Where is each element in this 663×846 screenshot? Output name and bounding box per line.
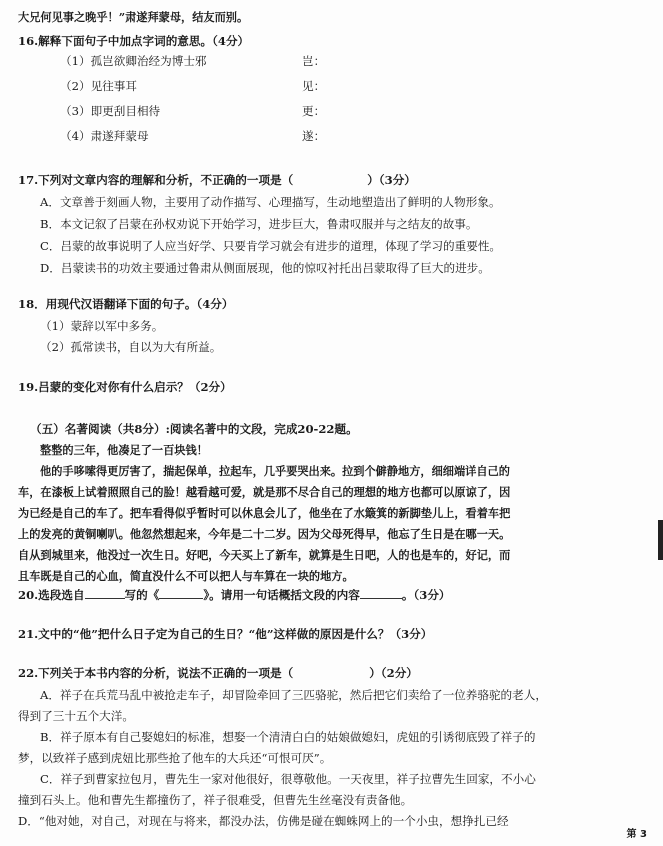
q18-item-2: （2）孤常读书，自以为大有所益。	[40, 340, 222, 354]
q16-item-3: （3）即更刮目相待	[60, 104, 161, 118]
passage-line-2: 他的手哆嗦得更厉害了，揣起保单，拉起车，几乎要哭出来。拉到个僻静地方，细细端详自己的	[40, 464, 510, 478]
q22-stem	[18, 665, 418, 681]
q17-option-b: B．本文记叙了吕蒙在孙权劝说下开始学习，进步巨大，鲁肃叹服并与之结友的故事。	[40, 217, 478, 231]
q20-tail: 。（3分）	[401, 588, 451, 602]
q19-stem: 19.吕蒙的变化对你有什么启示？（2分）	[18, 380, 232, 394]
passage-line-6: 自从到城里来，他没过一次生日。好吧，今天买上了新车，就算是生日吧，人的也是车的，好记，而	[18, 548, 511, 562]
q16-item-2: （2）见往事耳	[60, 79, 137, 93]
q18-item-1: （1）蒙辞以军中多务。	[40, 319, 164, 333]
q20-mid2: 》。请用一句话概括文段的内容	[203, 588, 360, 602]
q17-stem-tail: ）（3分）	[367, 173, 416, 187]
passage-line-5: 上的发亮的黄铜喇叭。他忽然想起来，今年是二十二岁。因为父母死得早，他忘了生日是在哪一天。	[18, 527, 511, 541]
q18-stem: 18．用现代汉语翻译下面的句子。（4分）	[18, 297, 234, 311]
q17-option-a: A．文章善于刻画人物，主要用了动作描写、心理描写，生动地塑造出了鲜明的人物形象。	[40, 195, 501, 209]
q17-stem-text: 17.下列对文章内容的理解和分析，不正确的一项是（	[18, 173, 294, 187]
passage-line-7: 且车既是自己的心血，简直没什么不可以把人与车算在一块的地方。	[18, 569, 354, 583]
q16-key-1: 岂：	[302, 54, 326, 68]
q21-stem: 21.文中的“他”把什么日子定为自己的生日？“他”这样做的原因是什么？（3分）	[18, 627, 433, 641]
page-number: 第 3	[626, 829, 647, 840]
q16-key-3: 更：	[302, 104, 326, 118]
q16-item-4: （4）肃遂拜蒙母	[60, 129, 149, 143]
q22-line-6: 撞到石头上。他和曹先生都撞伤了，祥子很难受，但曹先生丝毫没有责备他。	[18, 793, 413, 807]
passage-line-1: 整整的三年，他凑足了一百块钱！	[40, 443, 208, 457]
passage-line-3: 车，在漆板上试着照照自己的脸！越看越可爱，就是那不尽合自己的理想的地方也都可以原谅了，因	[18, 485, 511, 499]
q17-stem	[18, 172, 416, 188]
q20-blank-title[interactable]	[159, 598, 203, 599]
q20-mid: 写的《	[124, 588, 160, 602]
scan-edge-mark	[658, 520, 663, 560]
q16-key-2: 见：	[302, 79, 326, 93]
q22-line-2: 得到了三十五个大洋。	[18, 709, 134, 723]
q22-line-4: 梦，以致祥子感到虎妞比那些抢了他车的大兵还“可恨可厌”。	[18, 751, 332, 765]
q22-stem-tail: ）（2分）	[369, 666, 418, 680]
q20-blank-summary[interactable]	[360, 598, 402, 599]
q16-key-4: 遂：	[302, 129, 326, 143]
q20-blank-author[interactable]	[85, 598, 125, 599]
q17-option-d: D．吕蒙读书的功效主要通过鲁肃从侧面展现，他的惊叹衬托出吕蒙取得了巨大的进步。	[40, 261, 490, 275]
q20-pre: 20.选段选自	[18, 588, 85, 602]
passage-line-4: 为已经是自己的车了。把车看得似乎暂时可以休息会儿了，他坐在了水簸箕的新脚垫儿上，看着车把	[18, 506, 511, 520]
top-line: 大兄何见事之晚乎！”肃遂拜蒙母，结友而别。	[18, 10, 249, 24]
q16-stem: 16.解释下面句子中加点字词的意思。（4分）	[18, 34, 250, 48]
q22-line-3: B．祥子原本有自己娶媳妇的标准，想娶一个清清白白的姑娘做媳妇，虎妞的引诱彻底毁了祥子的	[40, 730, 536, 744]
q22-stem-text: 22.下列关于本书内容的分析，说法不正确的一项是（	[18, 666, 294, 680]
q22-line-5: C．祥子到曹家拉包月，曹先生一家对他很好，很尊敬他。一天夜里，祥子拉曹先生回家，不小心	[40, 772, 536, 786]
section-5-heading: （五）名著阅读（共8分）:阅读名著中的文段，完成20-22题。	[30, 422, 358, 436]
q17-option-c: C．吕蒙的故事说明了人应当好学、只要肯学习就会有进步的道理，体现了学习的重要性。	[40, 239, 502, 253]
q22-line-7: D．“他对她，对自己，对现在与将来，都没办法，仿佛是碰在蜘蛛网上的一个小虫，想挣扎已经	[18, 814, 509, 828]
q20-stem	[18, 587, 451, 603]
q22-line-1: A．祥子在兵荒马乱中被抢走车子，却冒险牵回了三匹骆驼，然后把它们卖给了一位养骆驼的老人，	[40, 688, 547, 702]
q16-item-1: （1）孤岂欲卿治经为博士邪	[60, 54, 207, 68]
